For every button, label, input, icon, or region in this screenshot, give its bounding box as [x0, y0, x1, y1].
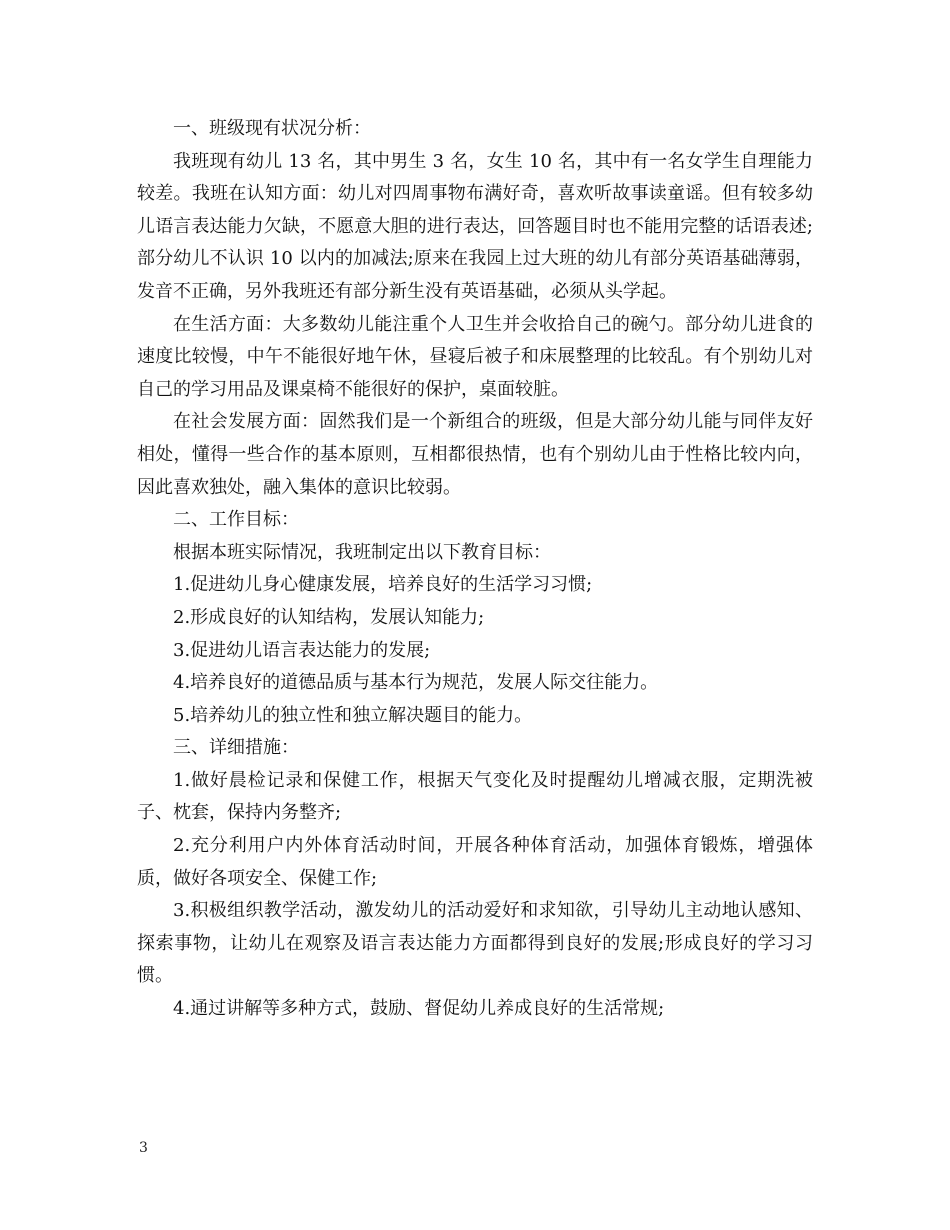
paragraph-goals-intro: 根据本班实际情况，我班制定出以下教育目标： [173, 541, 551, 563]
goal-item-3: 3.促进幼儿语言表达能力的发展; [173, 639, 431, 661]
measure-item-2: 2.充分利用户内外体育活动时间，开展各种体育活动，加强体育锻炼，增强体质，做好各项安全、保健工作; [137, 835, 813, 889]
section-heading-3: 三、详细措施： [173, 737, 299, 759]
goal-item-2: 2.形成良好的认知结构，发展认知能力; [173, 606, 485, 628]
section-heading-2: 二、工作目标： [173, 509, 299, 531]
page-number: 3 [139, 1140, 148, 1156]
goal-item-1: 1.促进幼儿身心健康发展，培养良好的生活学习习惯; [173, 574, 593, 596]
measure-item-4: 4.通过讲解等多种方式，鼓励、督促幼儿养成良好的生活常规; [173, 998, 665, 1020]
measure-item-3: 3.积极组织教学活动，激发幼儿的活动爱好和求知欲，引导幼儿主动地认感知、探索事物，让幼儿在观察及语言表达能力方面都得到良好的发展;形成良好的学习习惯。 [137, 900, 813, 987]
section-heading-1: 一、班级现有状况分析： [173, 118, 371, 139]
goal-item-4: 4.培养良好的道德品质与基本行为规范，发展人际交往能力。 [173, 672, 659, 694]
paragraph-class-status: 我班现有幼儿 13 名，其中男生 3 名，女生 10 名，其中有一名女学生自理能力较差。我班在认知方面：幼儿对四周事物布满好奇，喜欢听故事读童谣。但有较多幼儿语言表达能力欠缺，不愿意大胆的进行表达，回答题目时也不能用完整的话语表述;部分幼儿不认识 10 以内的加减法;原来在我园上过大班的幼儿有部分英语基础薄弱，发音不正确，另外我班还有部分新生没有英语基础，必须从头学起。 [137, 150, 813, 302]
measure-item-1: 1.做好晨检记录和保健工作，根据天气变化及时提醒幼儿增减衣服，定期洗被子、枕套，保持内务整齐; [137, 769, 813, 824]
paragraph-social-development: 在社会发展方面：固然我们是一个新组合的班级，但是大部分幼儿能与同伴友好相处，懂得一些合作的基本原则，互相都很热情，也有个别幼儿由于性格比较内向，因此喜欢独处，融入集体的意识比较弱。 [137, 411, 813, 498]
paragraph-life-aspect: 在生活方面：大多数幼儿能注重个人卫生并会收拾自己的碗勺。部分幼儿进食的速度比较慢，中午不能很好地午休，昼寝后被子和床展整理的比较乱。有个别幼儿对自己的学习用品及课桌椅不能很好的保护，桌面较脏。 [137, 313, 813, 400]
goal-item-5: 5.培养幼儿的独立性和独立解决题目的能力。 [173, 704, 533, 726]
document-body [137, 113, 813, 1026]
